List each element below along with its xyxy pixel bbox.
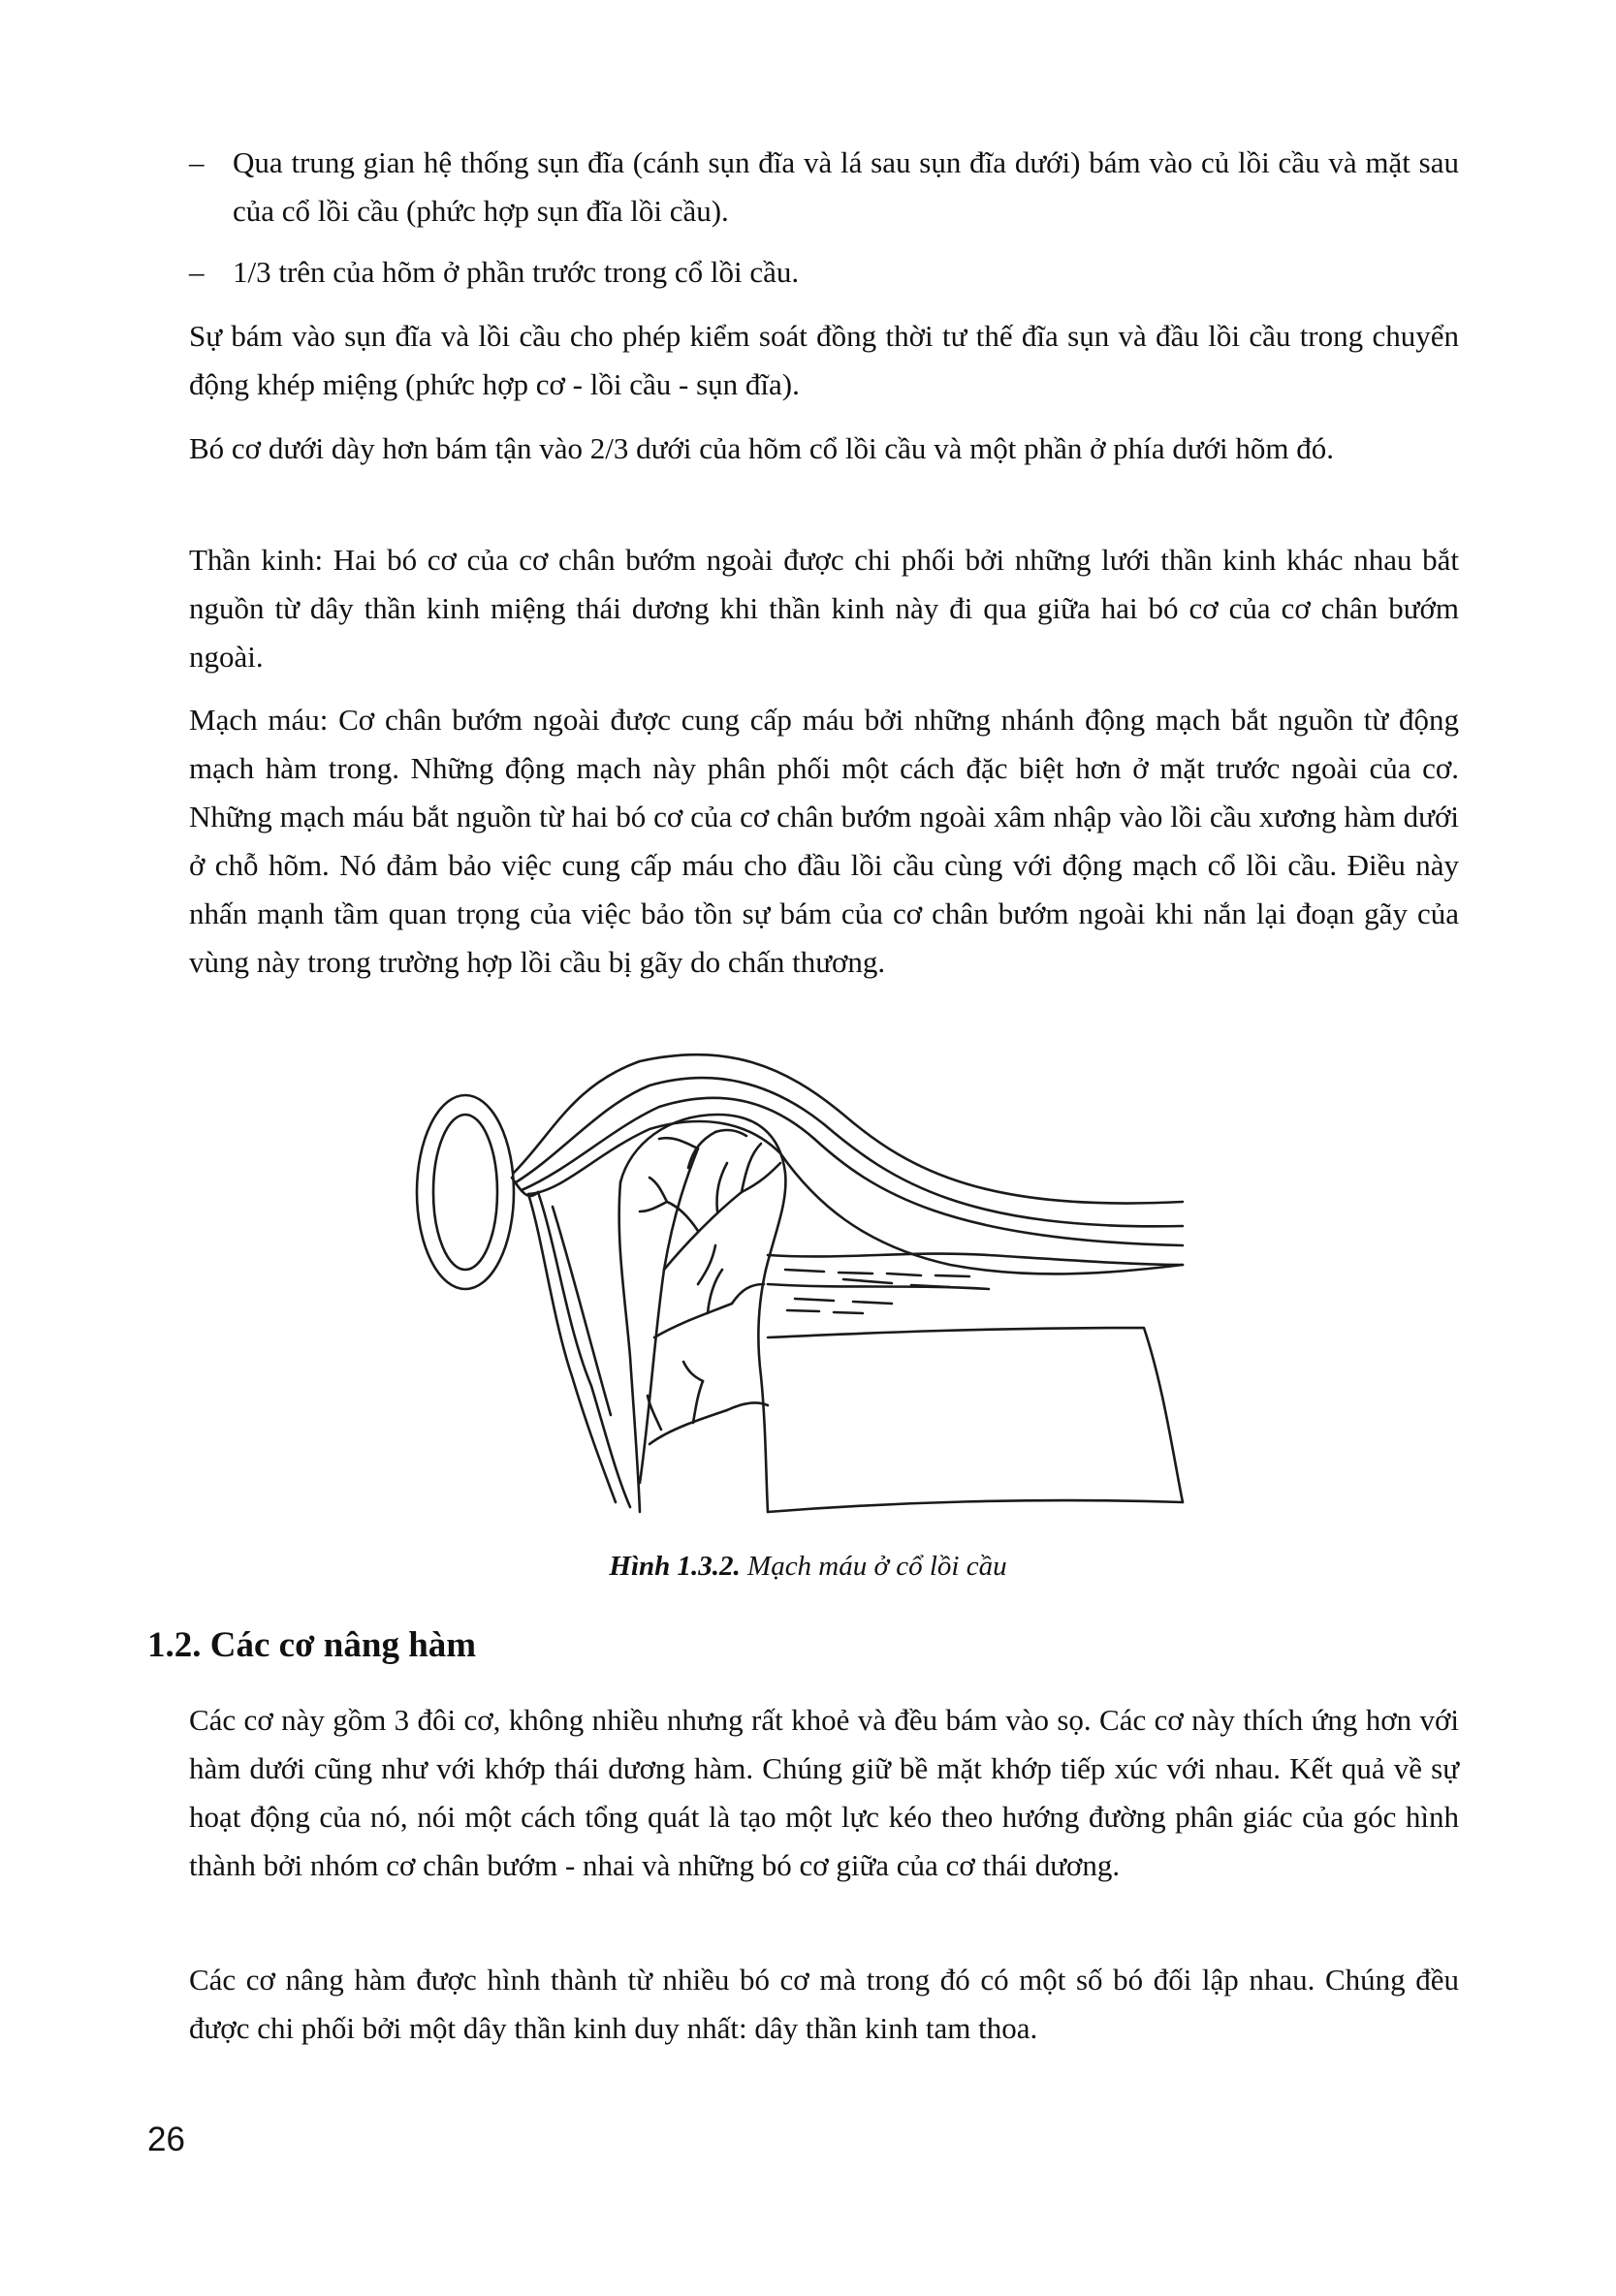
figure-caption-text: Mạch máu ở cổ lồi cầu [740,1551,1007,1582]
bullet-text: Qua trung gian hệ thống sụn đĩa (cánh sụn đĩa và lá sau sụn đĩa dưới) bám vào củ lồi cầu và mặt sau của cổ lồi cầu (phức hợp sụn đĩa lồi cầu). [233,145,1459,228]
paragraph: Mạch máu: Cơ chân bướm ngoài được cung cấp máu bởi những nhánh động mạch bắt nguồn từ động mạch hàm trong. Những động mạch này phân phối một cách đặc biệt hơn ở mặt trước ngoài của cơ. Những mạch máu bắt nguồn từ hai bó cơ của cơ chân bướm ngoài xâm nhập vào lồi cầu xương hàm dưới ở chỗ hõm. Nó đảm bảo việc cung cấp máu cho đầu lồi cầu cùng với động mạch cổ lồi cầu. Điều này nhấn mạnh tầm quan trọng của việc bảo tồn sự bám của cơ chân bướm ngoài khi nắn lại đoạn gãy của vùng này trong trường hợp lồi cầu bị gãy do chấn thương. [189,703,1459,979]
paragraph: Bó cơ dưới dày hơn bám tận vào 2/3 dưới của hõm cổ lồi cầu và một phần ở phía dưới hõm đó. [189,431,1335,465]
condyle-vessel-illustration [407,1047,1212,1522]
paragraph: Sự bám vào sụn đĩa và lồi cầu cho phép kiểm soát đồng thời tư thế đĩa sụn và đầu lồi cầu trong chuyển động khép miệng (phức hợp cơ - lồi cầu - sụn đĩa). [189,319,1459,401]
paragraph: Các cơ này gồm 3 đôi cơ, không nhiều nhưng rất khoẻ và đều bám vào sọ. Các cơ này thích ứng hơn với hàm dưới cũng như với khớp thái dương hàm. Chúng giữ bề mặt khớp tiếp xúc với nhau. Kết quả về sự hoạt động của nó, nói một cách tổng quát là tạo một lực kéo theo hướng đường phân giác của góc hình thành bởi nhóm cơ chân bướm - nhai và những bó cơ giữa của cơ thái dương. [189,1703,1459,1882]
bullet-dash: – [189,145,205,179]
figure-caption-number: Hình 1.3.2. [609,1551,741,1582]
paragraph: Các cơ nâng hàm được hình thành từ nhiều bó cơ mà trong đó có một số bó đối lập nhau. Chúng đều được chi phối bởi một dây thần kinh duy nhất: dây thần kinh tam thoa. [189,1963,1459,2045]
bullet-item [189,139,1459,236]
bullet-dash: – [189,255,205,289]
bullet-text: 1/3 trên của hõm ở phần trước trong cổ lồi cầu. [233,255,800,289]
page-number: 26 [147,2121,185,2158]
paragraph: Thần kinh: Hai bó cơ của cơ chân bướm ngoài được chi phối bởi những lưới thần kinh khác nhau bắt nguồn từ dây thần kinh miệng thái dương khi thần kinh này đi qua giữa hai bó cơ của cơ chân bướm ngoài. [189,543,1459,674]
bullet-item [189,248,1459,297]
section-heading: 1.2. Các cơ nâng hàm [147,1625,477,1665]
figure-caption [0,1551,1616,1583]
